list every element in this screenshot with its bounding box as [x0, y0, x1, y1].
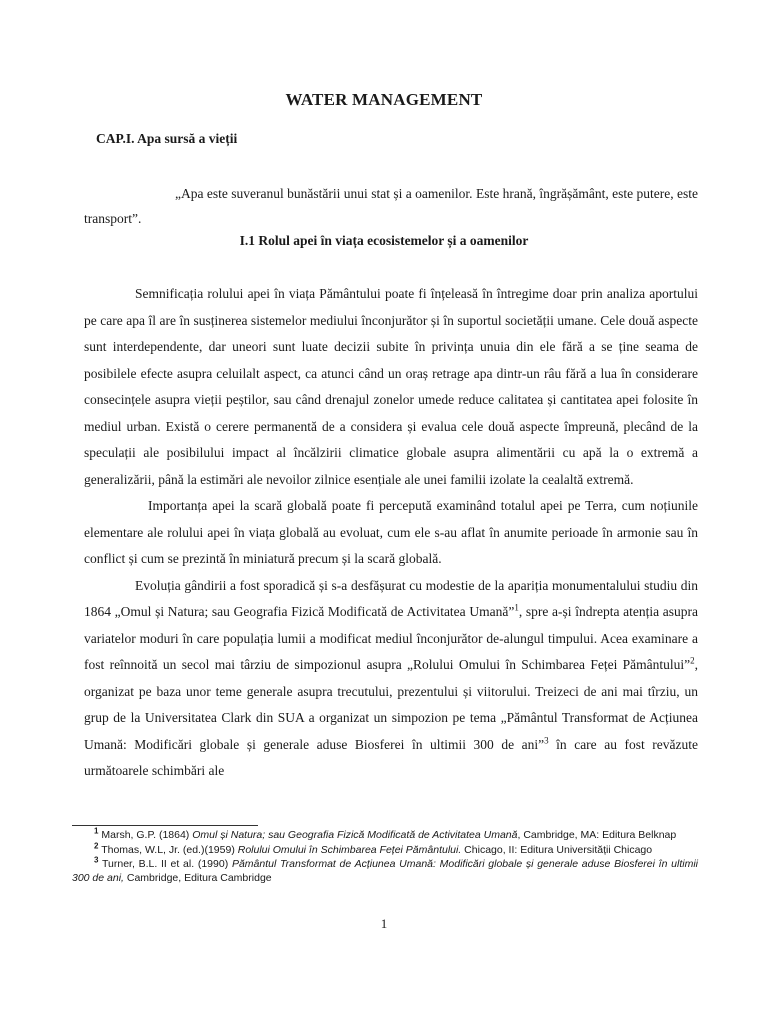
footnote-number: 3 — [94, 855, 99, 865]
page-number: 1 — [380, 916, 388, 931]
document-title: WATER MANAGEMENT — [285, 90, 483, 109]
paragraph-3-text-c: , organizat pe baza unor teme generale asupra trecutului, prezentului și viitorului. Treizeci de ani mai tîrziu, un grup de la Universitatea Clark din SUA a organizat un simpozion pe tema „Pământul Transformat de Acțiunea Umană: Modificări globale și generale aduse Biosferei în ultimii 300 de ani” — [84, 657, 698, 752]
footnote-publisher: , Cambridge, MA: Editura Belknap — [517, 829, 677, 841]
footnote-1 — [72, 826, 698, 843]
footnote-title: Omul și Natura; sau Geografia Fizică Modificată de Activitatea Umană — [192, 829, 518, 841]
footnote-text: Marsh, G.P. (1864) — [101, 829, 193, 841]
epigraph-quote: „Apa este suveranul bunăstării unui stat și a oamenilor. Este hrană, îngrășământ, este putere, este transport”. — [84, 186, 698, 226]
paragraph-3 — [84, 573, 698, 785]
footnote-publisher: Cambridge, Editura Cambridge — [123, 871, 272, 884]
footnote-text: Turner, B.L. II et al. (1990) — [102, 858, 232, 870]
footnote-separator — [72, 825, 258, 826]
paragraph-2: Importanța apei la scară globală poate fi percepută examinând totalul apei pe Terra, cum noțiunile elementare ale rolului apei în viața globală au evoluat, cum ele s-au aflat în anumite perioade în armonie sau în conflict și cum se prezintă în miniatură precum și la scară globală. — [84, 498, 698, 566]
footnote-text: Thomas, W.L, Jr. (ed.)(1959) — [101, 843, 238, 856]
footnotes — [72, 826, 698, 886]
section-heading: I.1 Rolul apei în viața ecosistemelor și a oamenilor — [239, 233, 529, 248]
paragraph-3-text-d: în care au fost revăzute următoarele schimbări ale — [84, 736, 699, 778]
footnote-title: Pământul Transformat de Acțiunea Umană: Modificări globale și generale aduse Biosferei în ultimii 300 de ani, — [72, 858, 698, 884]
footnote-ref-3[interactable]: 3 — [544, 735, 549, 745]
footnote-number: 2 — [94, 841, 99, 850]
body-text — [84, 281, 698, 785]
footnote-ref-2[interactable]: 2 — [690, 655, 695, 666]
footnote-number: 1 — [94, 826, 99, 836]
footnote-publisher: Chicago, II: Editura Universității Chicago — [461, 843, 653, 856]
footnote-ref-1[interactable]: 1 — [514, 602, 519, 613]
chapter-heading: CAP.I. Apa sursă a vieții — [96, 131, 238, 146]
paragraph-1: Semnificația rolului apei în viața Pământului poate fi înțeleasă în întregime doar prin analiza aportului pe care apa îl are în susținerea sistemelor mediului înconjurător și în suportul societății umane. Cele două aspecte sunt interdependente, dar uneori sunt luate decizii subite în privința unuia din ele fără a se ține seama de posibilele efecte asupra celuilalt aspect, ca atunci când un oraș retrage apa dintr-un râu fără a lua în considerare consecințele asupra vieții peștilor, sau când drenajul zonelor umede reduce calitatea și cantitatea apei folosite în mediul urban. Există o cerere permanentă de a considera și evalua cele două aspecte împreună, plecând de la speculații ale posibilului impact al încălzirii climatice globale asupra alimentării cu apă la o extremă a generalizării, până la estimări ale nevoilor zilnice esențiale ale unei familii izolate la cealaltă extremă. — [84, 286, 698, 487]
footnote-3 — [72, 855, 698, 885]
footnote-title: Rolului Omului în Schimbarea Feței Pământului. — [237, 843, 462, 856]
footnote-2 — [72, 841, 698, 858]
paragraph-3-text-a: Evoluția gândirii a fost sporadică și s-a desfășurat cu modestie de la apariția monumentalului studiu din 1864 „Omul și Natura; sau Geografia Fizică Modificată de Activitatea Umană” — [84, 577, 698, 619]
paragraph-3-text-b: , spre a-și îndrepta atenția asupra variatelor moduri în care populația lumii a modificat mediul înconjurător de-alungul timpului. Acea examinare a fost reînnoită un secol mai târziu de simpozionul asupra „Rolului Omului în Schimbarea Feței Pământului” — [84, 604, 698, 672]
